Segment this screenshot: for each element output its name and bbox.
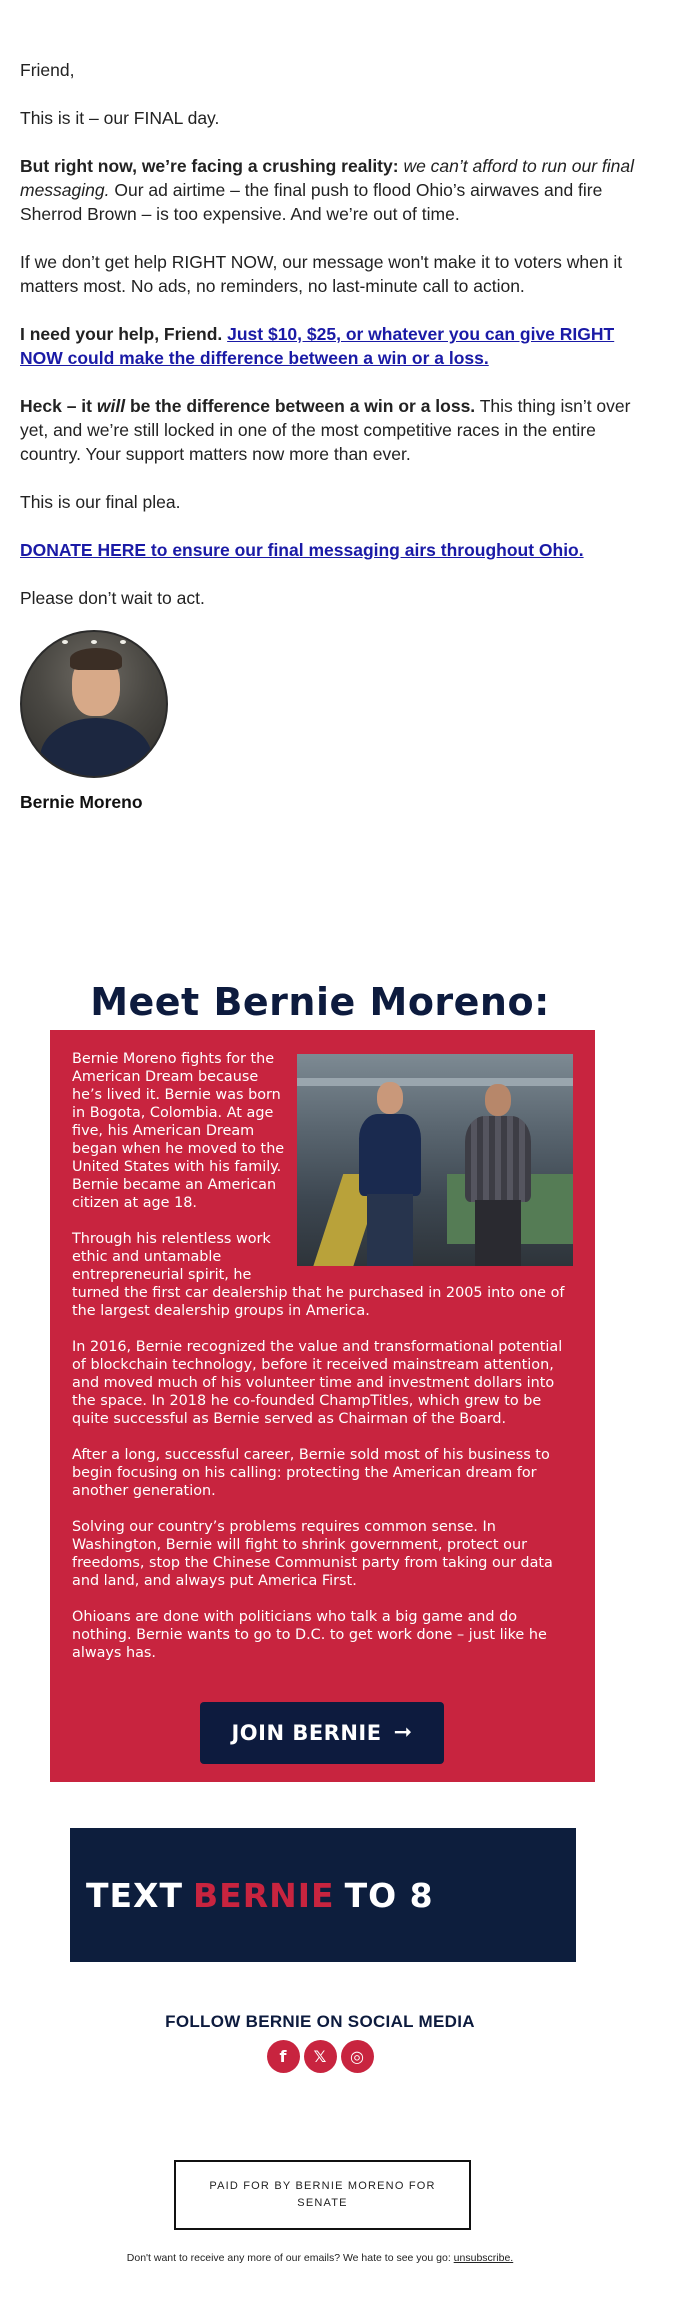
bio-paragraph: Solving our country’s problems requires common sense. In Washington, Bernie will fight to shrink government, protect our freedoms, stop the Chinese Communist party from taking our data and land, and always put America First. bbox=[72, 1519, 553, 1589]
donate-paragraph bbox=[20, 538, 640, 562]
campaign-photo bbox=[297, 1054, 573, 1266]
letter-paragraph-1: This is it – our FINAL day. bbox=[20, 108, 220, 128]
social-links bbox=[0, 2040, 640, 2073]
bio-paragraph: Bernie Moreno fights for the American Dream because he’s lived it. Bernie was born in Bogota, Colombia. At age five, his American Dream began when he moved to the United States with his family. Bernie became an American citizen at age 18. bbox=[72, 1051, 285, 1211]
italic-text: we can’t afford to run our final messaging. bbox=[20, 156, 634, 200]
letter-paragraph-5 bbox=[20, 394, 640, 466]
body-text: This thing isn’t over yet, and we’re still locked in one of the most competitive races in the entire country. Your support matters now more than ever. bbox=[20, 396, 631, 464]
banner-text-part: TO 8 bbox=[344, 1875, 434, 1915]
text-bernie-banner[interactable] bbox=[70, 1828, 576, 1962]
banner-text-part: TEXT bbox=[86, 1875, 184, 1915]
body-text: Our ad airtime – the final push to flood Ohio’s airwaves and fire Sherrod Brown – is too expensive. And we’re out of time. bbox=[20, 180, 603, 224]
bio-paragraph: Through his relentless work ethic and untamable entrepreneurial spirit, he turned the first car dealership that he purchased in 2005 into one of the largest dealership groups in America. bbox=[72, 1231, 565, 1319]
donate-amount-link[interactable]: Just $10, $25, or whatever you can give RIGHT NOW could make the difference between a win or a loss. bbox=[20, 324, 615, 368]
banner-text-accent: BERNIE bbox=[193, 1875, 335, 1915]
letter-paragraph-6: This is our final plea. bbox=[20, 492, 181, 512]
footer-text: Don't want to receive any more of our emails? We hate to see you go: unsubscribe. bbox=[126, 2252, 514, 2264]
greeting: Friend, bbox=[20, 60, 75, 80]
join-button-label: JOIN BERNIE bbox=[231, 1721, 382, 1745]
letter-body bbox=[20, 58, 640, 814]
x-icon[interactable]: 𝕏 bbox=[304, 2040, 337, 2073]
emphasis-text: But right now, we’re facing a crushing reality: bbox=[20, 156, 399, 176]
signature-name: Bernie Moreno bbox=[20, 792, 143, 812]
donate-here-link[interactable]: DONATE HERE to ensure our final messaging airs throughout Ohio. bbox=[20, 540, 584, 560]
join-bernie-button[interactable] bbox=[200, 1702, 444, 1764]
bio-paragraph: Ohioans are done with politicians who talk a big game and do nothing. Bernie wants to go to D.C. to get work done – just like he always has. bbox=[72, 1609, 547, 1661]
instagram-icon[interactable]: ◎ bbox=[341, 2040, 374, 2073]
letter-paragraph-7: Please don’t wait to act. bbox=[20, 588, 205, 608]
emphasis-text: Heck – it will be the difference between a win or a loss. bbox=[20, 396, 476, 416]
bio-title: Meet Bernie Moreno: bbox=[90, 980, 550, 1024]
facebook-icon[interactable]: f bbox=[267, 2040, 300, 2073]
social-heading: FOLLOW BERNIE ON SOCIAL MEDIA bbox=[165, 2012, 475, 2031]
bio-paragraph: After a long, successful career, Bernie sold most of his business to begin focusing on his calling: protecting the American dream for another generation. bbox=[72, 1447, 550, 1499]
bio-paragraph: In 2016, Bernie recognized the value and transformational potential of blockchain technology, before it received mainstream attention, and moved much of his volunteer time and investment dollars into the space. In 2018 he co-founded ChampTitles, which grew to be quite successful as Bernie served as Chairman of the Board. bbox=[72, 1339, 563, 1427]
paid-for-disclaimer: PAID FOR BY BERNIE MORENO FOR SENATE bbox=[174, 2160, 471, 2230]
letter-paragraph-2 bbox=[20, 154, 640, 226]
bio-section bbox=[50, 1030, 595, 1782]
arrow-right-icon: ➞ bbox=[393, 1720, 413, 1745]
letter-paragraph-3: If we don’t get help RIGHT NOW, our message won't make it to voters when it matters most. No ads, no reminders, no last-minute call to action. bbox=[20, 252, 623, 296]
letter-paragraph-4 bbox=[20, 322, 640, 370]
emphasis-text: I need your help, Friend. bbox=[20, 324, 223, 344]
signature-avatar bbox=[20, 630, 168, 778]
unsubscribe-link[interactable]: unsubscribe. bbox=[453, 2252, 514, 2264]
